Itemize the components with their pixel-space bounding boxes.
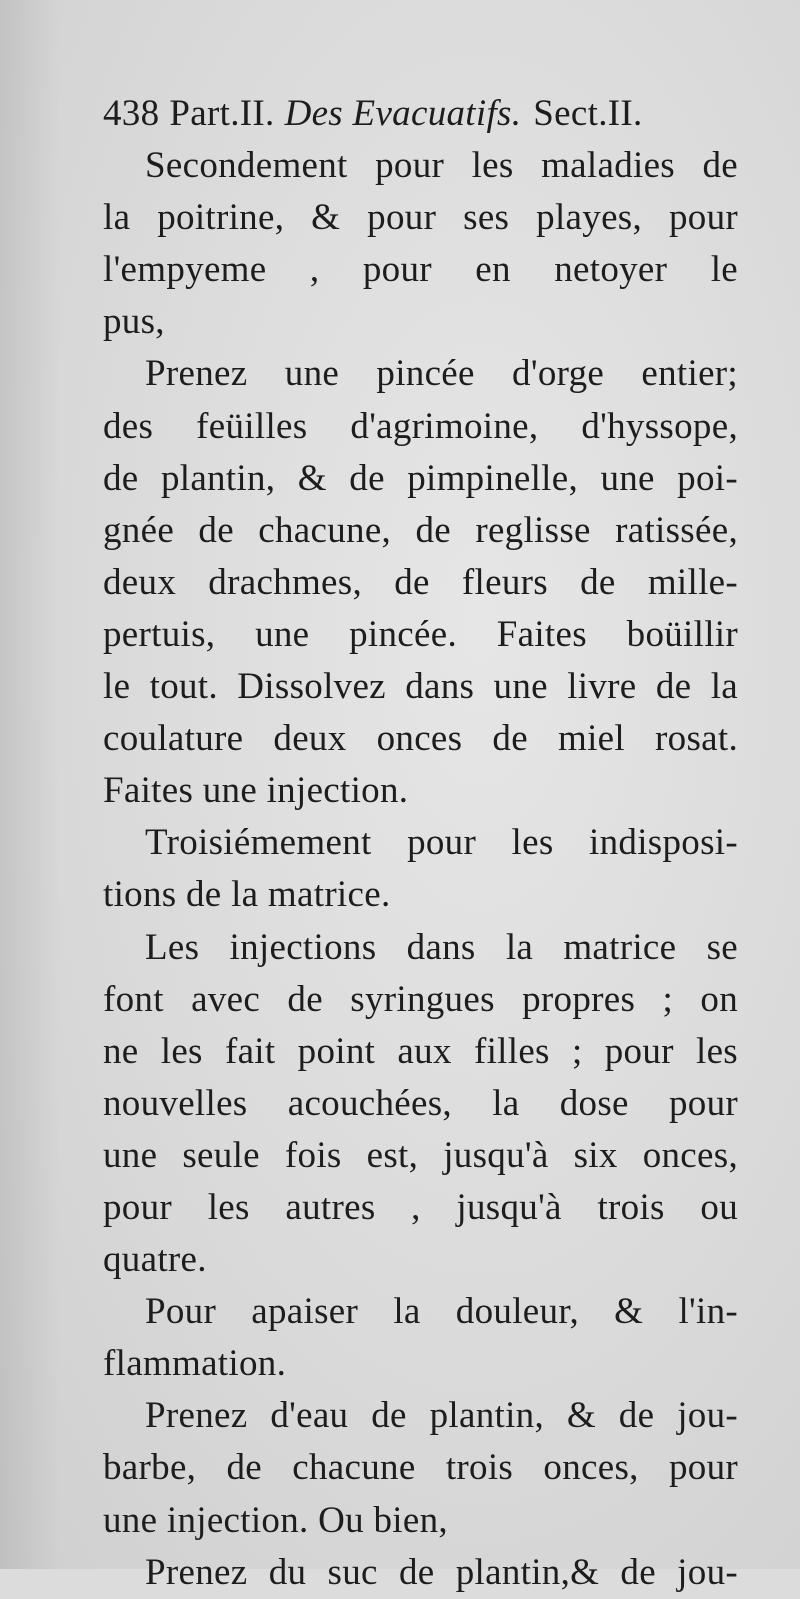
text-line: pertuis, une pincée. Faites boüillir (103, 613, 738, 655)
running-header (103, 88, 738, 140)
text-line: Troisiémement pour les indisposi- (145, 822, 738, 864)
text-line: de plantin, & de pimpinelle, une poi- (103, 457, 738, 499)
text-line: une injection. Ou bien, (103, 1499, 448, 1541)
chapter-title: Des Evacuatifs. (284, 93, 522, 134)
text-line: tions de la matrice. (103, 874, 391, 916)
text-line: barbe, de chacune trois onces, pour (103, 1447, 738, 1489)
text-line: gnée de chacune, de reglisse ratissée, (103, 509, 738, 551)
text-line: une seule fois est, jusqu'à six onces, (103, 1134, 738, 1176)
text-line: la poitrine, & pour ses playes, pour (103, 197, 738, 239)
text-line: pus, (103, 301, 165, 343)
text-line: Prenez d'eau de plantin, & de jou- (145, 1395, 738, 1437)
text-line: des feüilles d'agrimoine, d'hyssope, (103, 405, 738, 447)
section-label: Sect.II. (533, 93, 643, 134)
text-line: nouvelles acouchées, la dose pour (103, 1082, 738, 1124)
part-label: Part.II. (169, 93, 275, 134)
text-line: quatre. (103, 1239, 207, 1281)
text-line: ne les fait point aux filles ; pour les (103, 1030, 738, 1072)
text-line: Prenez du suc de plantin,& de jou- (145, 1551, 738, 1593)
text-line: le tout. Dissolvez dans une livre de la (103, 666, 738, 708)
text-line: l'empyeme , pour en netoyer le (103, 249, 738, 291)
text-line: Faites une injection. (103, 770, 409, 812)
text-line: Les injections dans la matrice se (145, 926, 738, 968)
text-line: font avec de syringues propres ; on (103, 978, 738, 1020)
body-text (103, 140, 738, 1599)
text-line: Secondement pour les maladies de (145, 145, 738, 187)
page-text (103, 88, 738, 1599)
text-line: Pour apaiser la douleur, & l'in- (145, 1291, 738, 1333)
text-line: pour les autres , jusqu'à trois ou (103, 1186, 738, 1228)
text-line: deux drachmes, de fleurs de mille- (103, 561, 738, 603)
text-line: Prenez une pincée d'orge entier; (145, 353, 738, 395)
text-line: flammation. (103, 1343, 287, 1385)
text-line: coulature deux onces de miel rosat. (103, 718, 738, 760)
page-number: 438 (103, 93, 160, 134)
